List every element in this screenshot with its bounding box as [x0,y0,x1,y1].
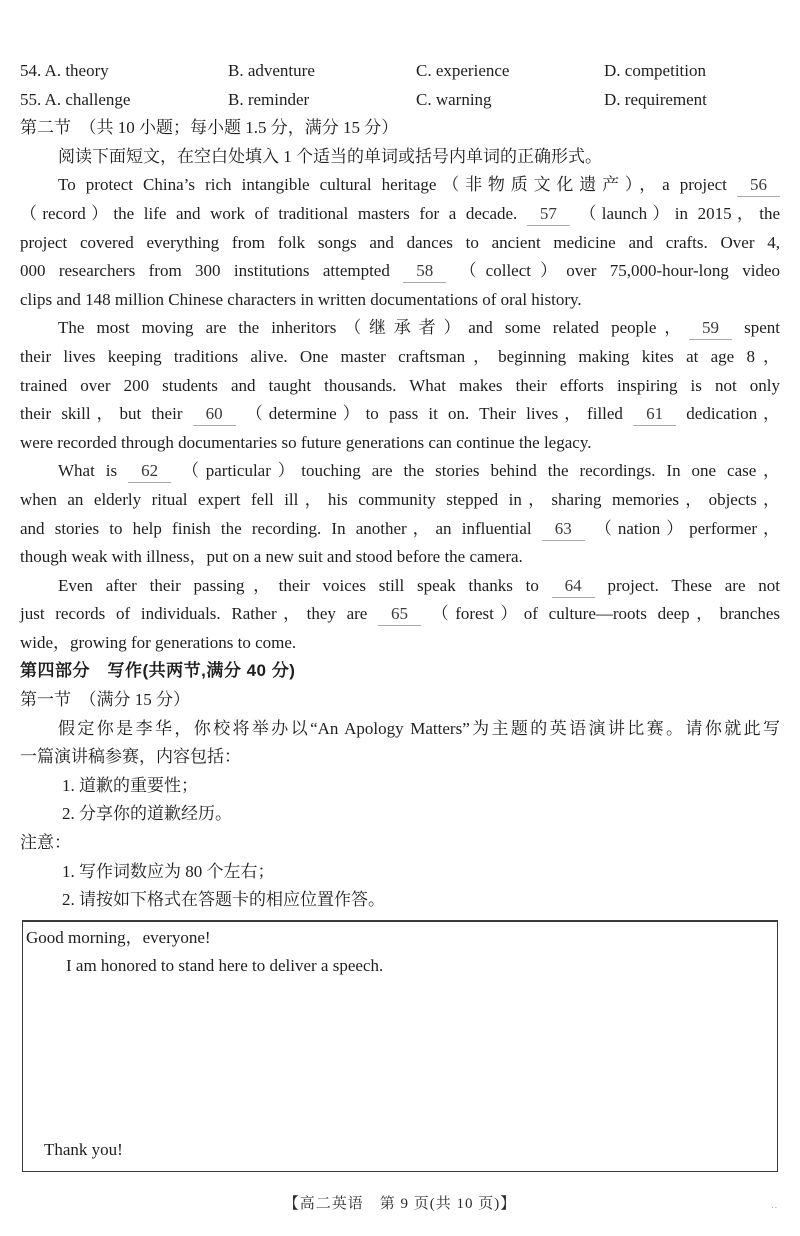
answer-box-greeting: Good morning，everyone! [26,927,211,947]
mcq-option: B. adventure [228,61,315,80]
passage-line: 000 researchers from 300 institutions attempted 58 （collect）over 75,000-hour-long video [20,257,780,286]
answer-box-opening: I am honored to stand here to deliver a speech. [66,956,384,976]
corner-mark: .. [771,1200,778,1210]
prompt-line: 假定你是李华，你校将举办以“An Apology Matters”为主题的英语演讲比赛。请你就此写 [58,718,780,738]
prompt-points [20,772,780,829]
mcq-option: 54. A. theory [20,61,109,80]
passage-line: their lives keeping traditions alive. One master craftsman，beginning making kites at age 8， [20,346,780,366]
answer-box-top [26,924,773,981]
part4-section1-header: 第一节 （满分 15 分） [20,690,190,710]
passage-line: their skill，but their 60 （determine）to pass it on. Their lives，filled 61 dedication， [20,400,780,429]
section2-header: 第二节 （共 10 小题；每小题 1.5 分，满分 15 分） [20,118,399,138]
note-label: 注意： [20,833,71,853]
mcq-row [20,86,780,115]
passage [20,171,780,657]
writing-prompt [20,715,780,772]
blank-56: 56 [737,174,780,197]
blank-64: 64 [552,575,595,598]
prompt-point: 1. 道歉的重要性； [62,775,198,795]
passage-line: What is 62 （particular）touching are the stories behind the recordings. In one case， [20,457,780,486]
mcq-option: C. experience [416,61,510,80]
answer-box-closing: Thank you! [44,1140,123,1160]
note-item: 1. 写作词数应为 80 个左右； [62,861,275,881]
passage-line: and stories to help finish the recording. In another，an influential 63 （nation）performer， [20,515,780,544]
passage-line: Even after their passing，their voices still speak thanks to 64 project. These are not [20,572,780,601]
answer-format-box [22,920,778,1172]
passage-line: trained over 200 students and taught thousands. What makes their efforts inspiring is not only [20,375,780,395]
part4-header: 第四部分 写作(共两节,满分 40 分) [20,661,296,681]
section2-instruction: 阅读下面短文，在空白处填入 1 个适当的单词或括号内单词的正确形式。 [58,146,602,166]
passage-line: though weak with illness，put on a new suit and stood before the camera. [20,547,523,567]
page-footer: 【高二英语 第 9 页(共 10 页)】 [283,1196,517,1212]
blank-62: 62 [128,460,171,483]
mcq-option: 55. A. challenge [20,89,131,109]
blank-58: 58 [403,260,446,283]
prompt-point: 2. 分享你的道歉经历。 [62,804,232,824]
passage-line: were recorded through documentaries so future generations can continue the legacy. [20,432,592,452]
prompt-line: 一篇演讲稿参赛，内容包括： [20,747,241,767]
mcq-row [20,57,780,86]
mcq-option: C. warning [416,89,492,109]
blank-57: 57 [527,203,570,226]
passage-line: （record）the life and work of traditional masters for a decade. 57 （launch）in 2015，the [20,200,780,229]
mcq-block [20,57,780,114]
blank-63: 63 [542,518,585,541]
mcq-option: D. competition [604,61,706,80]
passage-line: project covered everything from folk songs and dances to ancient medicine and crafts. Over 4, [20,232,780,252]
note-item: 2. 请按如下格式在答题卡的相应位置作答。 [62,890,385,910]
blank-59: 59 [689,317,732,340]
passage-line: when an elderly ritual expert fell ill，his community stepped in，sharing memories，objects， [20,489,780,509]
blank-61: 61 [633,403,676,426]
passage-line: The most moving are the inheritors（继承者）and some related people， 59 spent [20,314,780,343]
passage-line: just records of individuals. Rather，they are 65 （forest）of culture—roots deep，branches [20,600,780,629]
mcq-option: D. requirement [604,89,707,109]
passage-line: wide，growing for generations to come. [20,632,297,652]
mcq-option: B. reminder [228,89,310,109]
blank-60: 60 [193,403,236,426]
passage-line: clips and 148 million Chinese characters in written documentations of oral history. [20,289,582,309]
notes-list [20,858,780,915]
blank-65: 65 [378,603,421,626]
passage-line: To protect China’s rich intangible cultural heritage（非物质文化遗产），a project 56 [20,171,780,200]
